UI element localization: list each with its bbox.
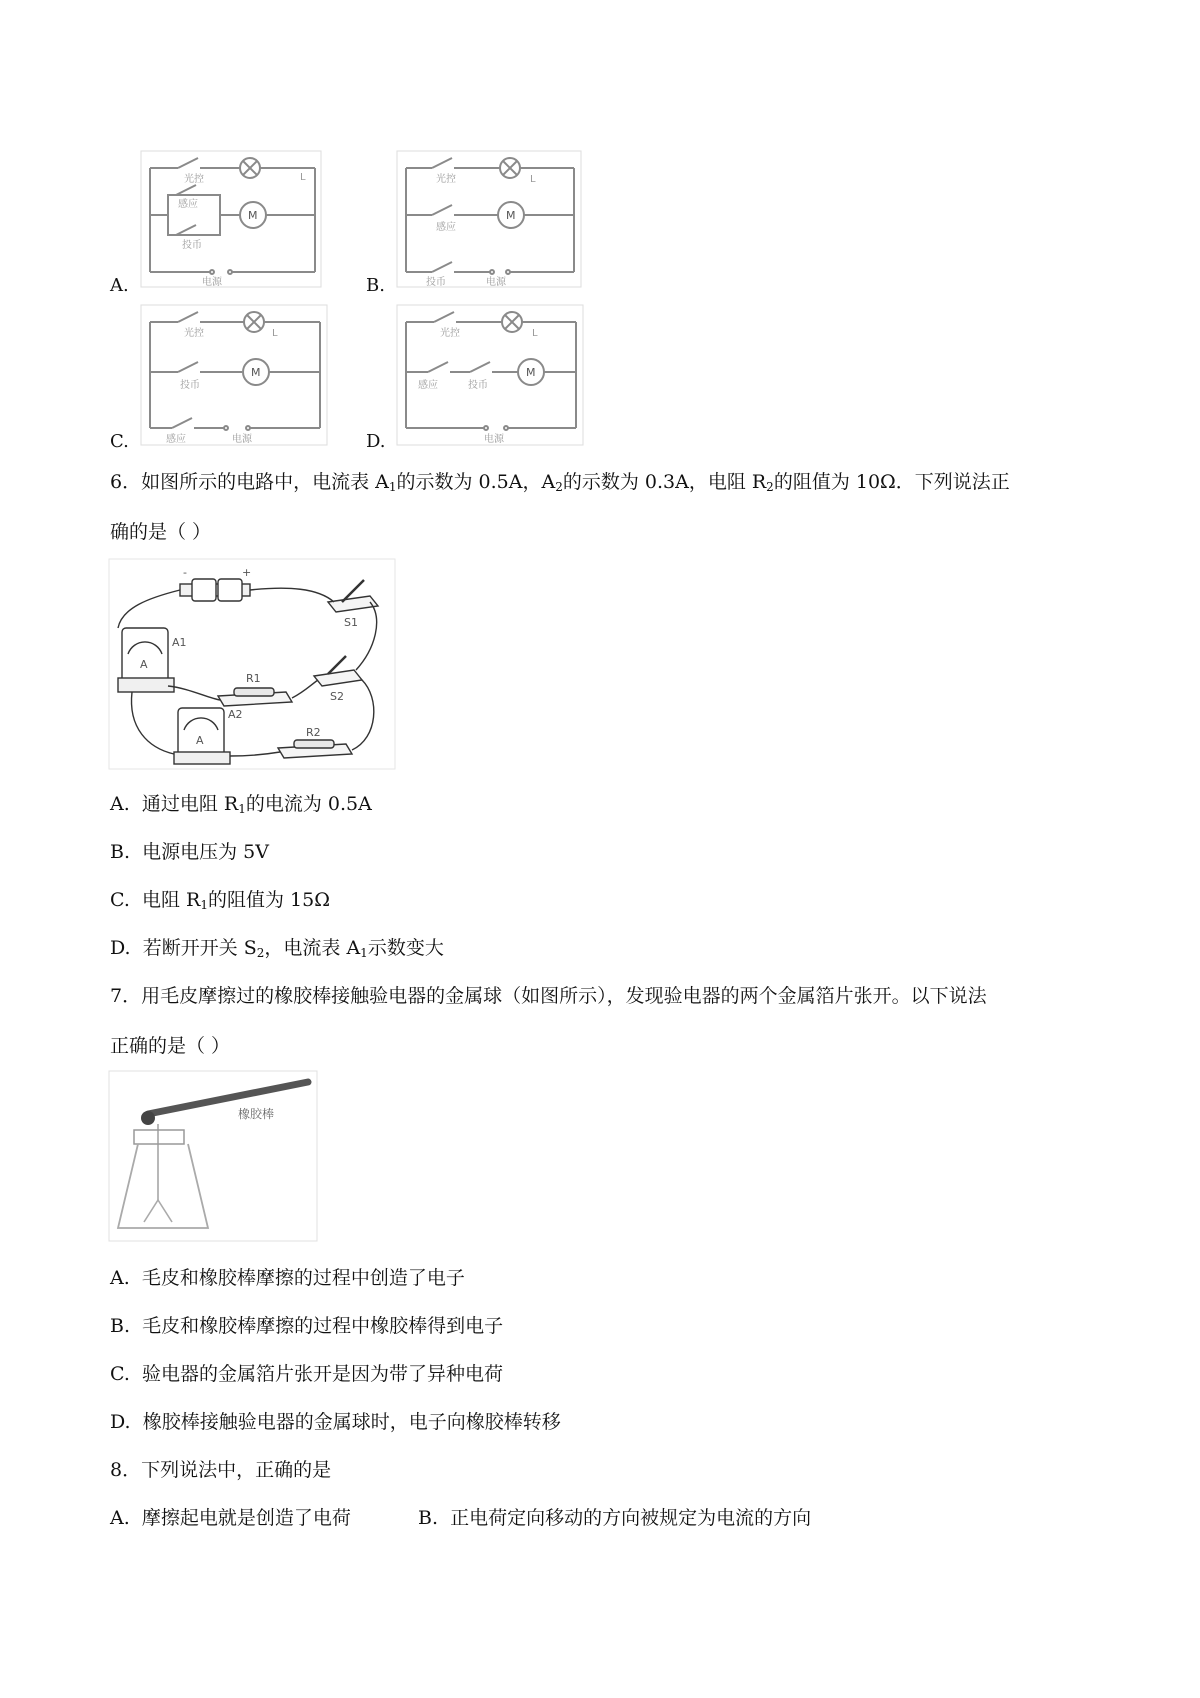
q8-number: 8． <box>110 1459 142 1481</box>
q6-option-d-label: D. <box>110 937 131 959</box>
q6-option-d-text-post: 示数变大 <box>367 937 444 959</box>
q6-option-a-label: A. <box>110 793 130 815</box>
q7-option-c[interactable] <box>110 1362 503 1386</box>
q8-stem <box>110 1458 331 1482</box>
q5-a-coin-text: 投币 <box>182 240 202 251</box>
q5-d-motor-text: M <box>526 366 536 379</box>
q6-option-d-sub: 2 <box>256 946 265 960</box>
q5-c-light-text: 光控 <box>184 328 204 339</box>
q5-option-c-circuit[interactable] <box>140 304 328 446</box>
q6-a1-label: A1 <box>172 636 187 649</box>
q5-d-power-text: 电源 <box>484 434 504 445</box>
q6-stem-line-1: 6．如图所示的电路中，电流表 $A_1$的示数为 0.5A，$A_2$的示数为 0.3A，电阻 $R_2$的阻值为 10Ω．下列说法正 <box>110 471 1010 494</box>
q6-option-c-sub: 1 <box>200 898 208 912</box>
q5-option-a-circuit[interactable] <box>140 150 322 288</box>
q7-option-c-label: C. <box>110 1363 130 1385</box>
q8-option-a[interactable] <box>110 1506 351 1530</box>
q5-b-coin-text: 投币 <box>426 277 446 288</box>
q8-stem-text: 下列说法中，正确的是 <box>141 1459 332 1481</box>
q7-stem-line-1 <box>110 984 987 1008</box>
q8-option-b-label: B. <box>418 1507 439 1529</box>
q8-option-b-text: 正电荷定向移动的方向被规定为电流的方向 <box>450 1507 812 1529</box>
q6-stem-1b: 的示数为 0.5A，A <box>396 471 556 493</box>
q7-rod-label: 橡胶棒 <box>238 1107 275 1121</box>
q6-option-d-sub2: 1 <box>360 946 368 960</box>
q5-a-motor-text: M <box>248 209 258 222</box>
q5-d-light-text: 光控 <box>440 328 460 339</box>
q6-option-b-label: B. <box>110 841 131 863</box>
q6-option-b-text: 电源电压为 5V <box>142 841 269 863</box>
q5-c-power-text: 电源 <box>232 434 252 445</box>
q6-option-d-text-mid: ，电流表 A <box>264 937 361 959</box>
q6-s1-label: S1 <box>344 616 358 629</box>
q7-stem-1: 用毛皮摩擦过的橡胶棒接触验电器的金属球（如图所示），发现验电器的两个金属箔片张开。以下说法 <box>141 985 987 1007</box>
q5-c-sense-text: 感应 <box>166 434 186 445</box>
q5-option-b-label[interactable]: B. <box>366 275 385 296</box>
q6-r2-label: R2 <box>306 726 321 739</box>
q6-option-c[interactable] <box>110 888 330 912</box>
q5-a-light-text: 光控 <box>184 174 204 185</box>
q7-electroscope-figure <box>108 1070 318 1242</box>
q7-option-a[interactable] <box>110 1266 465 1290</box>
q6-stem-1a: 如图所示的电路中，电流表 A <box>141 471 389 493</box>
q7-option-b-label: B. <box>110 1315 131 1337</box>
q7-option-d-text: 橡胶棒接触验电器的金属球时，电子向橡胶棒转移 <box>142 1411 561 1433</box>
q5-option-c-label[interactable]: C. <box>110 431 129 452</box>
q5-option-b-circuit[interactable] <box>396 150 582 288</box>
q6-stem-1d: 的阻值为 10Ω．下列说法正 <box>773 471 1010 493</box>
q5-a-power-text: 电源 <box>202 277 222 288</box>
q5-option-a-label[interactable]: A. <box>110 275 129 296</box>
q5-d-lamp-text: L <box>532 328 538 339</box>
q6-option-d[interactable] <box>110 936 444 960</box>
q7-option-c-text: 验电器的金属箔片张开是因为带了异种电荷 <box>142 1363 504 1385</box>
q5-option-d-circuit[interactable] <box>396 304 584 446</box>
q6-s2-label: S2 <box>330 690 344 703</box>
q6-option-c-text-pre: 电阻 R <box>142 889 201 911</box>
q5-b-sense-text: 感应 <box>436 222 456 233</box>
q5-d-sense-text: 感应 <box>418 380 438 391</box>
q5-d-coin-text: 投币 <box>468 380 488 391</box>
q5-c-motor-text: M <box>251 366 261 379</box>
q6-option-c-text-post: 的阻值为 15Ω <box>208 889 330 911</box>
q6-option-a-text-post: 的电流为 0.5A <box>245 793 372 815</box>
q6-option-d-text-pre: 若断开开关 S <box>142 937 257 959</box>
q5-c-lamp-text: L <box>272 328 278 339</box>
q7-option-d-label: D. <box>110 1411 131 1433</box>
q6-option-a-text-pre: 通过电阻 R <box>141 793 239 815</box>
q5-a-lamp-text: L <box>300 172 306 183</box>
q6-stem-1c: 的示数为 0.3A，电阻 R <box>562 471 767 493</box>
q6-a2-label: A2 <box>228 708 243 721</box>
q8-option-b[interactable] <box>418 1506 811 1530</box>
q6-a1-meter-letter: A <box>140 658 148 671</box>
q6-r1-label: R1 <box>246 672 261 685</box>
q7-option-a-label: A. <box>110 1267 130 1289</box>
q5-option-d-label[interactable]: D. <box>366 431 386 452</box>
q6-option-b[interactable] <box>110 840 269 864</box>
q6-a2-meter-letter: A <box>196 734 204 747</box>
q6-option-a-sub: 1 <box>238 802 246 816</box>
q6-option-a[interactable] <box>110 792 372 816</box>
q5-c-coin-text: 投币 <box>180 380 200 391</box>
q6-battery-plus: + <box>242 566 252 579</box>
q6-option-c-label: C. <box>110 889 130 911</box>
q5-b-power-text: 电源 <box>486 277 506 288</box>
q7-stem-line-2: 正确的是（ ） <box>110 1035 231 1057</box>
q8-option-a-label: A. <box>110 1507 130 1529</box>
q7-number: 7． <box>110 985 142 1007</box>
q7-option-d[interactable] <box>110 1410 561 1434</box>
q5-b-motor-text: M <box>506 209 516 222</box>
q7-option-b[interactable] <box>110 1314 503 1338</box>
q6-circuit-figure <box>108 558 396 770</box>
q5-b-light-text: 光控 <box>436 174 456 185</box>
q5-b-lamp-text: L <box>530 174 536 185</box>
q8-option-a-text: 摩擦起电就是创造了电荷 <box>141 1507 351 1529</box>
q6-number: 6． <box>110 471 142 493</box>
q6-stem-line-2: 确的是（ ） <box>110 521 212 543</box>
q6-battery-minus: - <box>183 566 187 579</box>
q5-a-sense-text: 感应 <box>178 199 198 210</box>
q7-option-a-text: 毛皮和橡胶棒摩擦的过程中创造了电子 <box>141 1267 465 1289</box>
q7-option-b-text: 毛皮和橡胶棒摩擦的过程中橡胶棒得到电子 <box>142 1315 504 1337</box>
